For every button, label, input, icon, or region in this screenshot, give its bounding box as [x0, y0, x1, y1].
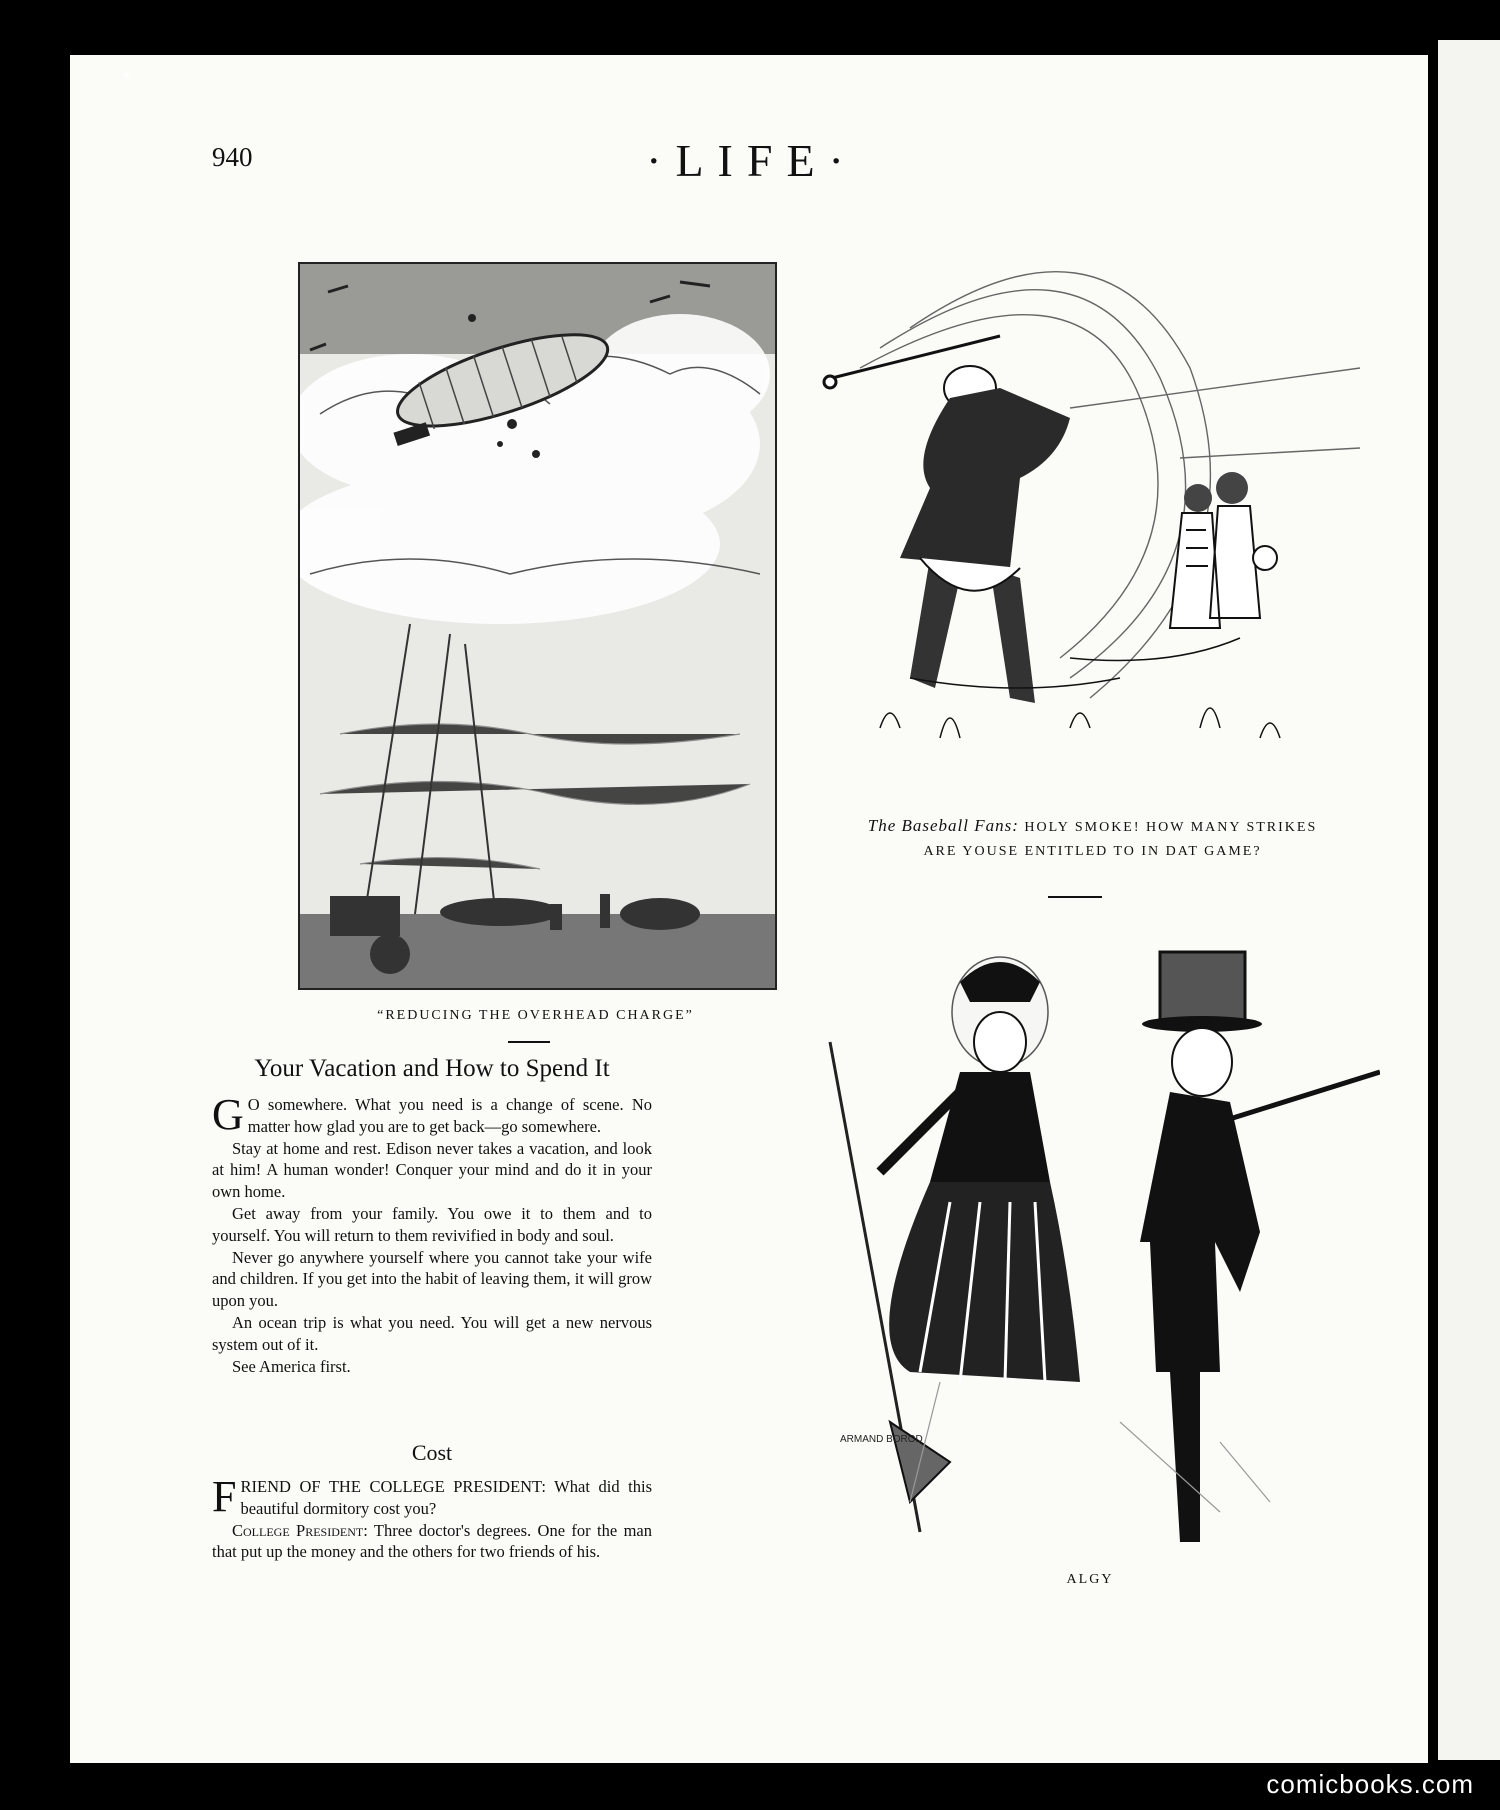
article-paragraph: Never go anywhere yourself where you cannot take your wife and children. If you get into the habit of leaving them, it will grow upon you. [212, 1247, 652, 1311]
drop-cap: G [212, 1090, 244, 1139]
cost-body [212, 1472, 652, 1563]
page-number: 940 [212, 142, 253, 172]
section-rule [508, 1041, 550, 1043]
paragraph-text: RIEND OF THE COLLEGE PRESIDENT: What did this beautiful dormitory cost you? [240, 1477, 652, 1518]
golf-caption-lead: The Baseball Fans: [867, 816, 1019, 835]
binding-gutter [1428, 0, 1438, 1810]
article-paragraph: An ocean trip is what you need. You will get a new nervous system out of it. [212, 1312, 652, 1354]
watermark: comicbooks.com [1266, 1769, 1474, 1799]
section-rule-right [1048, 896, 1102, 898]
article-paragraph: Get away from your family. You owe it to them and to yourself. You will return to them revivified in body and soul. [212, 1203, 652, 1245]
article-title: Your Vacation and How to Spend It [254, 1055, 610, 1082]
masthead: ·LIFE· [646, 135, 858, 186]
cost-paragraph [212, 1472, 652, 1521]
golf-illustration [820, 258, 1365, 798]
speaker-label: College President: [232, 1520, 368, 1540]
page-header [212, 134, 1292, 194]
scan-speck [124, 72, 129, 77]
airship-illustration [298, 262, 777, 990]
adjacent-page-edge [1438, 40, 1500, 1760]
algy-caption: ALGY [1066, 1572, 1114, 1587]
article-body [212, 1090, 652, 1377]
golf-caption-line2: ARE YOUSE ENTITLED TO IN DAT GAME? [923, 844, 1262, 859]
cost-paragraph [212, 1520, 652, 1564]
golf-caption [820, 814, 1365, 864]
paragraph-text: Three doctor's degrees. One for the man that put up the money and the others for two friends of his. [212, 1520, 652, 1562]
airship-caption: “REDUCING THE OVERHEAD CHARGE” [377, 1008, 694, 1023]
artist-signature-algy: ARMAND BOROD [840, 1434, 923, 1445]
drop-cap: F [212, 1472, 237, 1521]
cost-title: Cost [411, 1440, 453, 1465]
paragraph-text: O somewhere. What you need is a change of scene. No matter how glad you are to get back—go somewhere. [247, 1095, 652, 1136]
article-paragraph: Stay at home and rest. Edison never takes a vacation, and look at him! A human wonder! Conquer your mind and do it in your own home. [212, 1138, 652, 1202]
algy-illustration [820, 942, 1380, 1542]
article-paragraph: See America first. [232, 1356, 351, 1376]
article-paragraph [212, 1090, 652, 1139]
golf-caption-line1: HOLY SMOKE! HOW MANY STRIKES [1024, 820, 1318, 835]
